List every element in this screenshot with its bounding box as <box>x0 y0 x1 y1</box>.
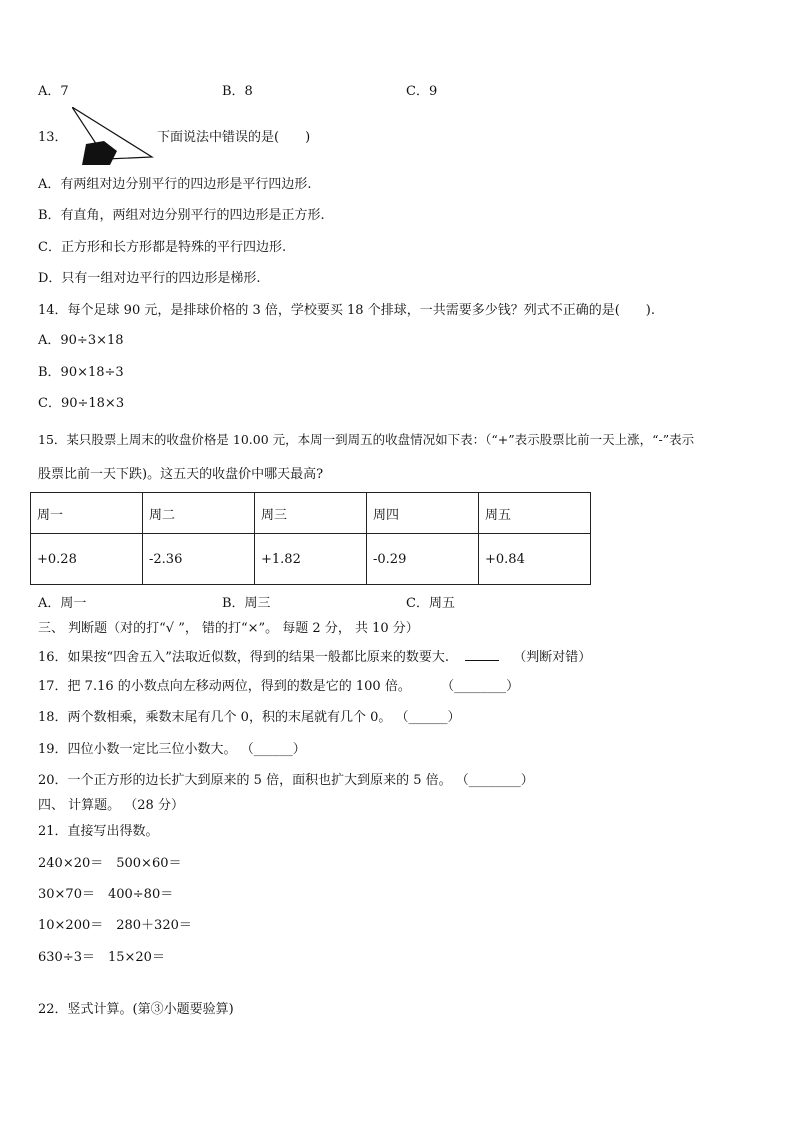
q13-option-d: D．只有一组对边平行的四边形是梯形. <box>38 271 261 286</box>
q18-answer-blank[interactable]: （______） <box>395 710 461 725</box>
q13-option-c: C．正方形和长方形都是特殊的平行四边形. <box>38 240 287 255</box>
q13-number: 13． <box>38 130 68 145</box>
q20-answer-blank[interactable]: （________） <box>455 773 534 788</box>
stock-change-table <box>30 492 591 585</box>
table-row <box>31 534 591 585</box>
table-cell: +0.84 <box>479 534 591 585</box>
section3-title: 三、 判断题（对的打“√ ”， 错的打“×”。 每题 2 分， 共 10 分） <box>38 621 419 636</box>
q21-calc-row: 630÷3＝ 15×20＝ <box>38 950 165 965</box>
q20-row <box>38 773 534 789</box>
q14-option-a: A．90÷3×18 <box>38 333 124 348</box>
q20-text: 20．一个正方形的边长扩大到原来的 5 倍，面积也扩大到原来的 5 倍。 <box>38 773 452 788</box>
q18-text: 18．两个数相乘，乘数末尾有几个 0，积的末尾就有几个 0。 <box>38 710 392 725</box>
table-header-cell: 周三 <box>255 493 367 534</box>
q12-option-c: C．9 <box>406 84 438 99</box>
table-header-cell: 周四 <box>367 493 479 534</box>
q13-option-a: A．有两组对边分别平行的四边形是平行四边形. <box>38 177 312 192</box>
q12-option-a: A．7 <box>38 84 69 99</box>
q21-stem: 21．直接写出得数。 <box>38 824 159 839</box>
q16-suffix: （判断对错） <box>513 650 592 665</box>
q12-option-b: B．8 <box>222 84 253 99</box>
q15-stem-line2: 股票比前一天下跌)。这五天的收盘价中哪天最高? <box>38 467 324 482</box>
q14-stem: 14．每个足球 90 元，是排球价格的 3 倍，学校要买 18 个排球，一共需要多少钱？列式不正确的是( ). <box>38 303 655 318</box>
q18-row <box>38 710 461 726</box>
q13-option-b: B．有直角，两组对边分别平行的四边形是正方形. <box>38 208 325 223</box>
q22-stem: 22．竖式计算。(第③小题要验算) <box>38 1002 234 1017</box>
q16-text: 16．如果按“四舍五入”法取近似数，得到的结果一般都比原来的数要大. <box>38 650 449 665</box>
table-cell: -2.36 <box>143 534 255 585</box>
q14-option-b: B．90×18÷3 <box>38 365 124 380</box>
q15-stem-line1: 15．某只股票上周末的收盘价格是 10.00 元，本周一到周五的收盘情况如下表：（“+”表示股票比前一天上涨，“-”表示 <box>38 432 695 447</box>
table-header-row <box>31 493 591 534</box>
q21-calc-row: 10×200＝ 280＋320＝ <box>38 918 192 933</box>
table-header-cell: 周二 <box>143 493 255 534</box>
q17-row <box>38 679 519 695</box>
table-cell: +1.82 <box>255 534 367 585</box>
q21-calc-row: 240×20＝ 500×60＝ <box>38 856 182 871</box>
q17-text: 17．把 7.16 的小数点向左移动两位，得到的数是它的 100 倍。 <box>38 679 411 694</box>
table-header-cell: 周一 <box>31 493 143 534</box>
q13-stem: 下面说法中错误的是( ) <box>157 130 311 145</box>
q16-answer-blank[interactable] <box>465 648 499 661</box>
q15-option-c: C．周五 <box>406 596 455 611</box>
q16-row <box>38 648 591 666</box>
section4-title: 四、 计算题。 （28 分） <box>38 798 184 813</box>
q15-option-a: A．周一 <box>38 596 87 611</box>
table-cell: -0.29 <box>367 534 479 585</box>
quadrilateral-figure <box>72 107 157 167</box>
q17-answer-blank[interactable]: （________） <box>441 679 520 694</box>
table-header-cell: 周五 <box>479 493 591 534</box>
q21-calc-row: 30×70＝ 400÷80＝ <box>38 887 174 902</box>
q15-option-b: B．周三 <box>222 596 271 611</box>
q14-option-c: C．90÷18×3 <box>38 396 125 411</box>
table-cell: +0.28 <box>31 534 143 585</box>
q19-answer-blank[interactable]: （______） <box>240 742 306 757</box>
q19-text: 19．四位小数一定比三位小数大。 <box>38 742 237 757</box>
q19-row <box>38 742 306 758</box>
